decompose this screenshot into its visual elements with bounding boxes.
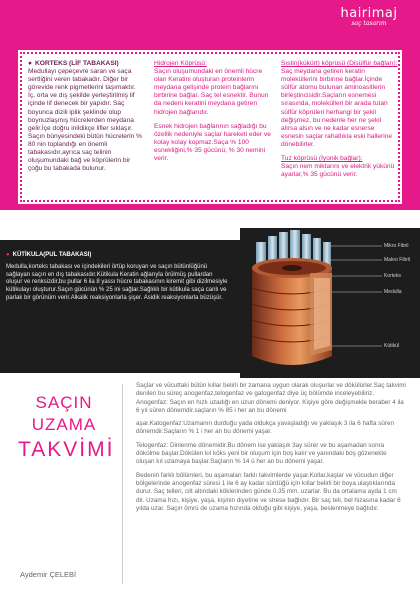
bullet-icon: ●: [6, 252, 10, 258]
korteks-column: [28, 60, 144, 173]
article-paragraph-4: Bedenin farklı bölümleri, bu aşamaları farklı takvimlerde yaşar.Kollar,kaşlar ve vücudun diğer bölgelerinde anogenfaz süresi 1 ile 6 ay kadar sürdüğü için kıllar belirli bir boya ulaştıklarında durur. Saç telleri, cilt altındaki köklerinden günde 0.35 mm. uzarlar. Bu da ortalama ayda 1 cm dir. Uzama hızı, kişiye, yaşa, kişinin diyetine ve strese bağlıdır. Bir saç teli, bel hizasına kadar 6 yılda uzar. Saçın ömrü de uzama hızında olduğu gibi kişiye, yaşa, beslenmeye bağlıdır.: [136, 471, 401, 512]
tuz-heading: Tuz köprüsü (İyonik bağlar):: [281, 155, 363, 163]
label-mikro-fibril: Mikro Fibril: [384, 243, 409, 249]
korteks-text: Medullayı çepeçevre saran ve saça sertliğini veren tabakadır. Diğer bir görevide renk pigmetlerini taşımaktır. İç, orta ve dış şekilde yerleştirilmiş lif içinde lif denecek bir yapıdır. Saç boyunca dizili iplik şeklinde olup boynuzlaşmış hücrelerden meydana gelir.İçe doğru inildikçe lifler sıklaşır.: [28, 68, 136, 132]
hair-structure-illustration: [240, 228, 420, 378]
korteks-text-2: Saçın bünyesindeki bütün hücrelerin % 80 nin toplandığı en önemli tabakasıdır,ayrıca saç telinin oluşumundaki bağ ve köprülerin bir çoğu bu tabakada bulunur.: [28, 132, 142, 173]
hidrojen-text: Saçın oluşumundaki en önemli hücre olan Keratini oluşturan proteinlerin meydana gelişinde protein bağlarını birbirine bağlar. Saç tel esnektir. Bunun da nedeni keratini meydana getiren hidrojen bağlarıdır.: [154, 68, 269, 116]
sistin-column: [281, 60, 398, 179]
kutikula-text: Medulla,korteks tabakası ve içindekileri örtüp koruyan ve saçın bütünlüğünü sağlayan saçın en dış tabakasıdır.Kütikula Keratin ağlarıyla örülmüş pullardan oluşur ve renksizdir,bu pullar 6 ila 8 yassı hücre tabakasının kiremit gibi dizilmesiyle kütikulayı oluşturur.Saçın gücünün % 25 ini sağlar.Sağlıklı bir kütikula saça canlı ve parlak bir görünüm verir.Alkalik reaksiyonlarla şişer. Asidik reaksiyonlarla büzüşür.: [6, 263, 228, 301]
column-divider: [122, 384, 123, 584]
article-paragraph-2: aşar.Katogenfaz:Uzamanın durduğu yada oldukça yavaşladığı ve yaklaşık 3 ila 6 hafta süren dönemdir.Saçların % 1 i her an bu dönemi yaşar.: [136, 420, 394, 436]
brand-logo: [330, 6, 408, 27]
label-kutikul: Kütikül: [384, 343, 400, 349]
author-name: Aydemir ÇELEBİ: [20, 570, 77, 579]
top-magenta-band: [0, 0, 420, 210]
hidrojen-column: [154, 60, 272, 163]
hidrojen-heading: Hidrojen Köprüsü:: [154, 60, 207, 67]
label-korteks: Korteks: [384, 273, 401, 279]
tuz-text: Saçın nem miktarını ve elektrik yükünü ayarlar,% 35 gücünü verir.: [281, 163, 395, 179]
article-title: [18, 392, 115, 464]
logo-name: hairimaj: [340, 6, 398, 21]
info-panel: [20, 52, 400, 202]
article-paragraph-3: Telogenfaz: Dinlenme dönemidir.Bu dönem ise yaklaşık 3ay sürer ve bu aşamadan sonra dökülme başlar.Dökülen kıl köks yeni bir oluşum için boş kalır ve yanındaki boş gözenekte oluşan kıl uzamaya başlar.Saçların % 14 ü her an bu dönemi yaşar.: [136, 441, 387, 466]
bullet-icon: ●: [28, 60, 32, 67]
title-line-1: SAÇIN: [35, 393, 93, 412]
label-makro-fibril: Makro Fibril: [384, 257, 411, 263]
label-medulla: Medulla: [384, 289, 402, 295]
sistin-heading: Sıstin(kükürt) köprüsü (Disülfür bağları):: [281, 60, 398, 67]
kutikula-heading: ● KÜTİKULA(PUL TABAKASI): [6, 252, 92, 258]
title-line-2: UZAMA: [31, 415, 97, 434]
hidrojen-text-2: Esnek hidrojen bağlarının sağladığı bu özellik nedeniyle saçlar hareketi eder ve kolay kolay kopmaz.Saça % 100 esnekliğini,% 35 gücünü, % 30 nemini verir.: [154, 122, 271, 163]
article-paragraph-1: Saçlar ve vücuttaki bütün kıllar belirli bir zamana uygun olarak oluşurlar ve dökülürler.Saç takvimi denilen bu süreç anogenfaz,telogenfaz ve gatogenfaz diye üç bölümde inceleyebiliriz. Anogenfaz: Saçın en hızlı uzadığı en uzun dönemi deniyor. Kişiye göre değişmekle beraber 4 ila 6 yıl süren dönemdir.saçların % 85 i her an bu dönemi: [136, 382, 406, 414]
kutikula-section: [6, 252, 228, 303]
title-line-3: TAKVİMİ: [18, 438, 115, 461]
logo-tagline: saç tasarım: [351, 20, 387, 27]
sistin-text: Saç meydana getiren keratin moleküllerini birbirine bağlar.İçinde sülfür atomu bulunan aminoasitlerin birleştincisidir.Saçların esnemesi sırasında, molekülleri bir arada tutan sülfür köprüleri herhangi bir şekil değişmez, bu nedenle her ne şekil alırsa alsın ve ne kadar esnerse esnesin saçlar rahatlıkla eski hallerine dönebilirler.: [281, 68, 393, 148]
korteks-heading: ● KORTEKS (LİF TABAKASI): [28, 60, 119, 67]
article-body: [136, 382, 406, 518]
